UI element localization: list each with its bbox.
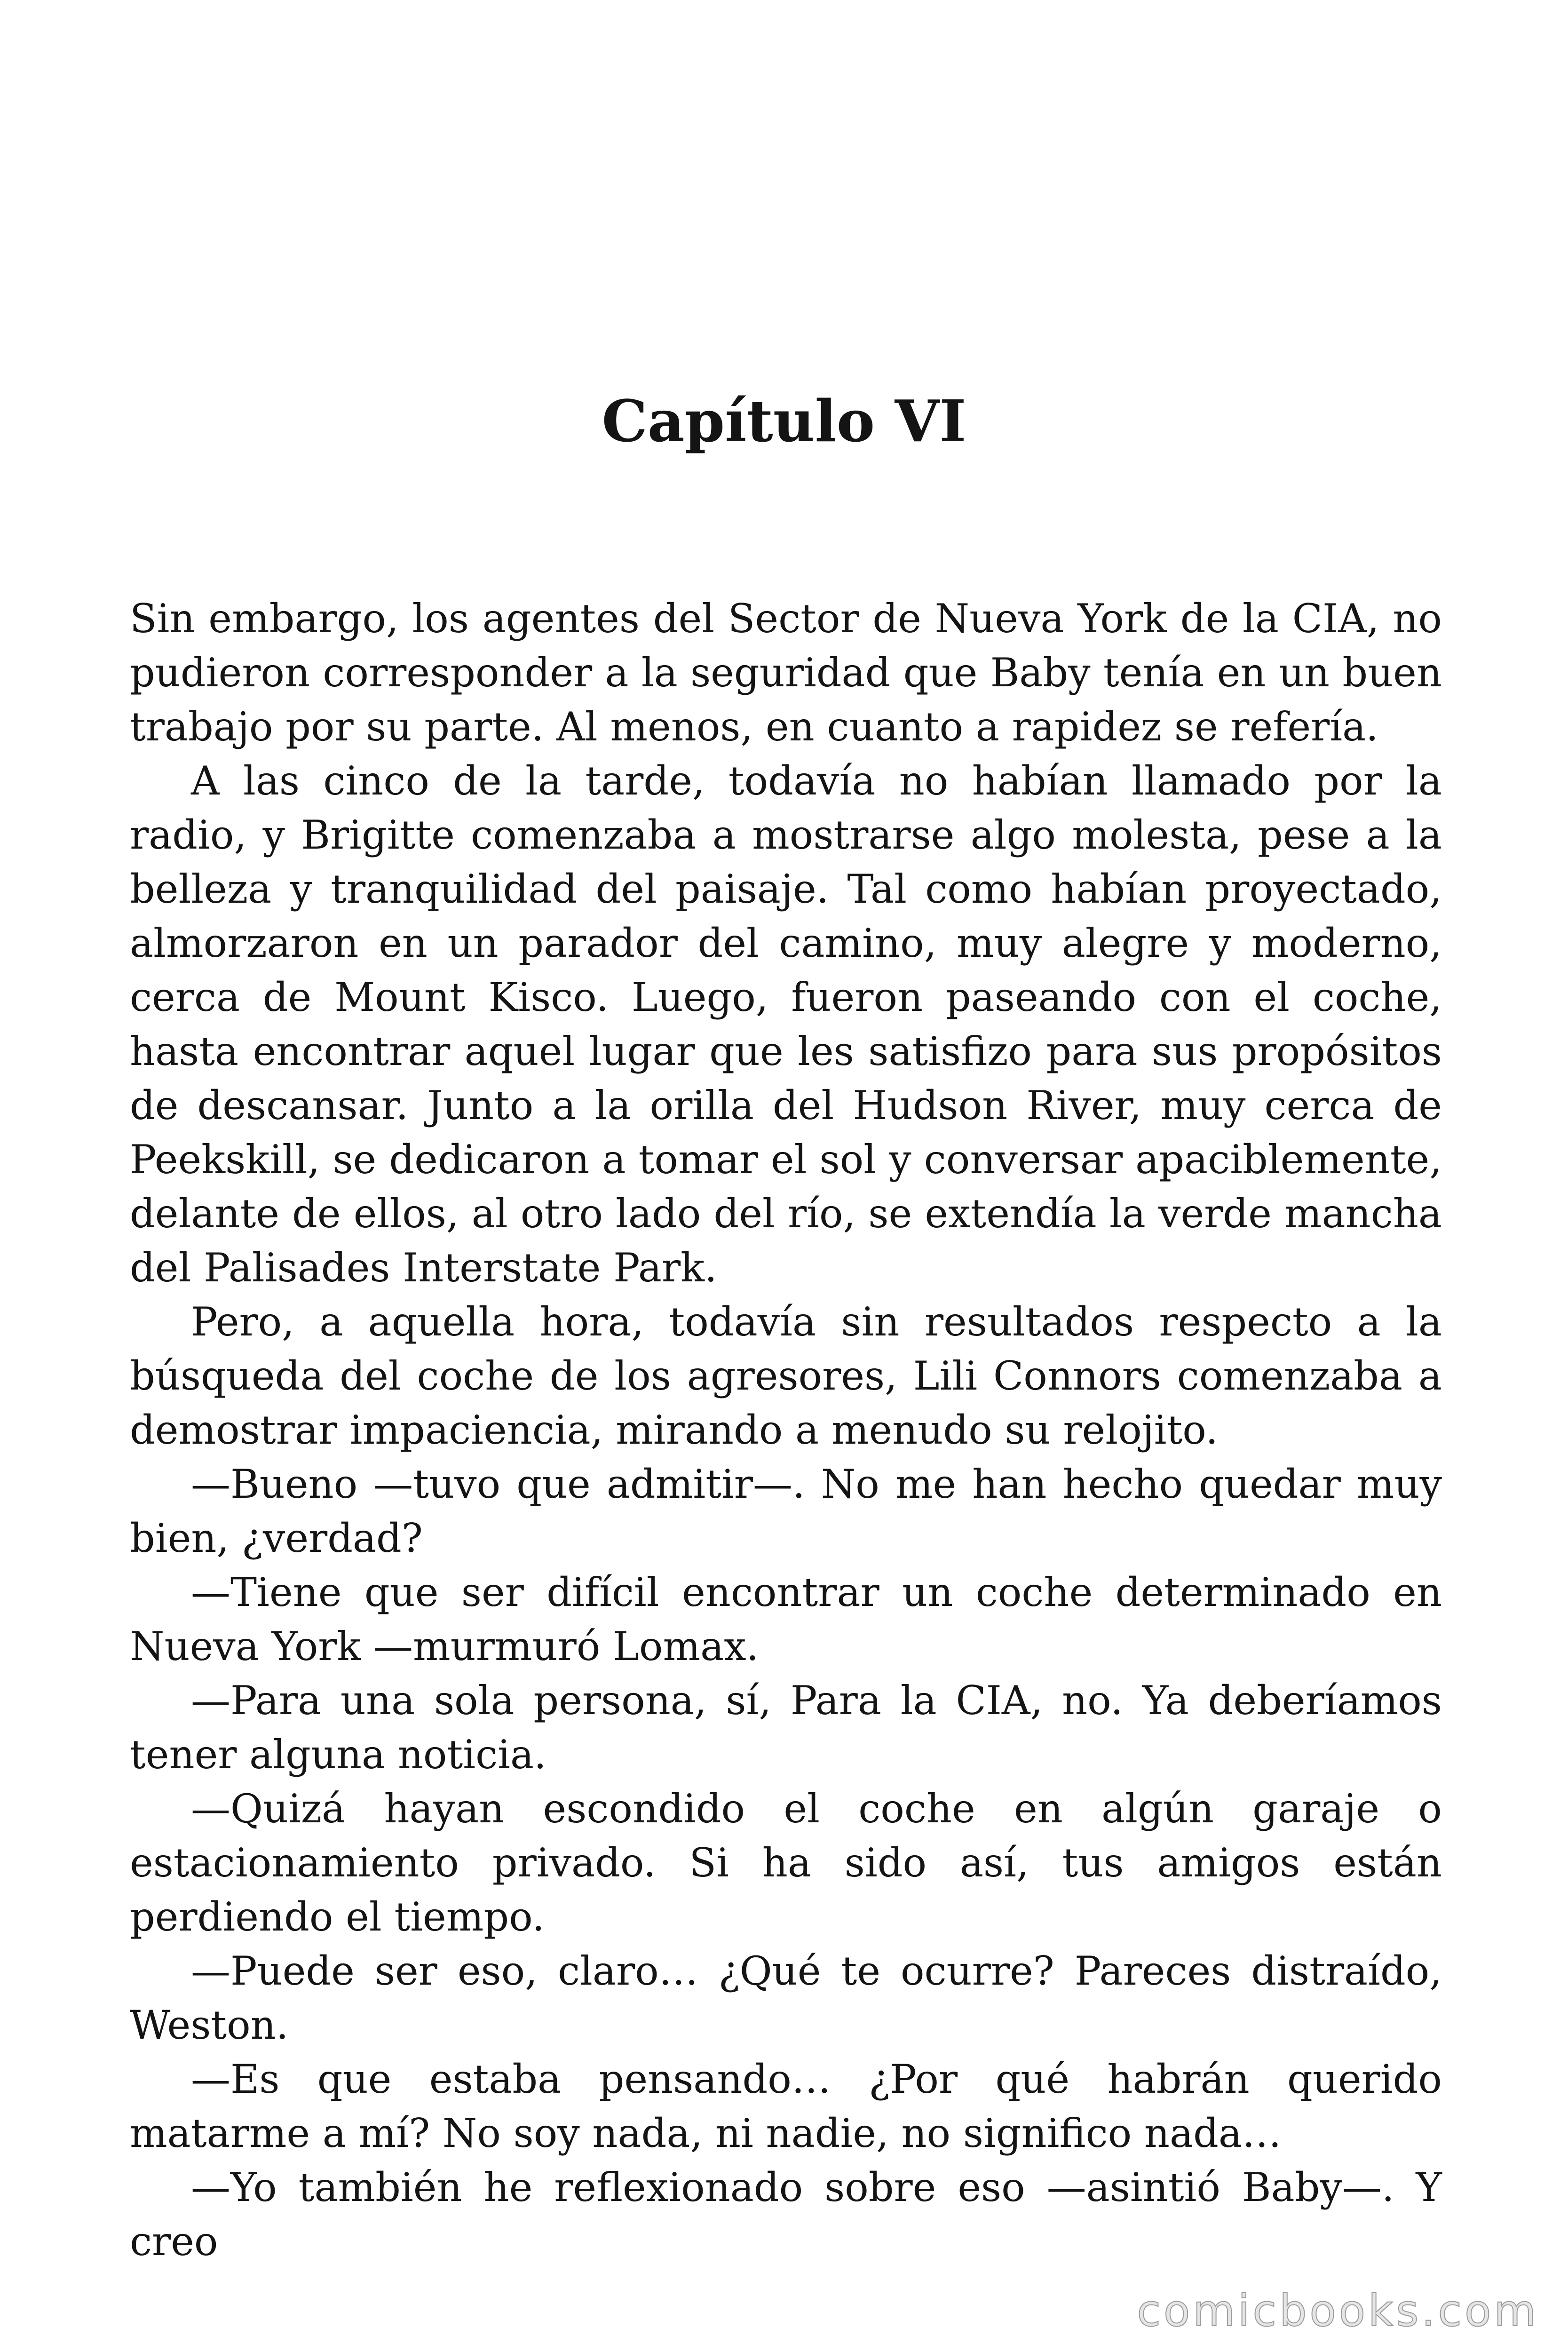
dialogue-paragraph: —Bueno —tuvo que admitir—. No me han hecho quedar muy bien, ¿verdad?: [130, 1461, 1442, 1561]
paragraph: Sin embargo, los agentes del Sector de Nueva York de la CIA, no pudieron corresponder a la seguridad que Baby tenía en un buen trabajo por su parte. Al menos, en cuanto a rapidez se refería.: [130, 596, 1442, 750]
watermark-logo: comicbooks.com: [1137, 2286, 1539, 2336]
paragraph: A las cinco de la tarde, todavía no habían llamado por la radio, y Brigitte comenzaba a mostrarse algo molesta, pese a la belleza y tranquilidad del paisaje. Tal como habían proyectado, almorzaron en un parador del camino, muy alegre y moderno, cerca de Mount Kisco. Luego, fueron paseando con el coche, hasta encontrar aquel lugar que les satisfizo para sus propósitos de descansar. Junto a la orilla del Hudson River, muy cerca de Peekskill, se dedicaron a tomar el sol y conversar apaciblemente, delante de ellos, al otro lado del río, se extendía la verde mancha del Palisades Interstate Park.: [130, 758, 1442, 1291]
paragraph: Pero, a aquella hora, todavía sin resultados respecto a la búsqueda del coche de los agresores, Lili Connors comenzaba a demostrar impaciencia, mirando a menudo su relojito.: [130, 1299, 1442, 1453]
dialogue-paragraph: —Para una sola persona, sí, Para la CIA, no. Ya deberíamos tener alguna noticia.: [130, 1677, 1442, 1778]
dialogue-paragraph: —Yo también he reflexionado sobre eso —asintió Baby—. Y creo: [130, 2164, 1442, 2265]
dialogue-paragraph: —Tiene que ser difícil encontrar un coche determinado en Nueva York —murmuró Lomax.: [130, 1569, 1442, 1669]
dialogue-paragraph: —Puede ser eso, claro… ¿Qué te ocurre? Pareces distraído, Weston.: [130, 1948, 1442, 2048]
dialogue-paragraph: —Es que estaba pensando… ¿Por qué habrán querido matarme a mí? No soy nada, ni nadie, no significo nada…: [130, 2056, 1442, 2156]
chapter-body: [130, 592, 1442, 2269]
chapter-title: Capítulo VI: [602, 387, 966, 455]
dialogue-paragraph: —Quizá hayan escondido el coche en algún garaje o estacionamiento privado. Si ha sido así, tus amigos están perdiendo el tiempo.: [130, 1786, 1442, 1940]
